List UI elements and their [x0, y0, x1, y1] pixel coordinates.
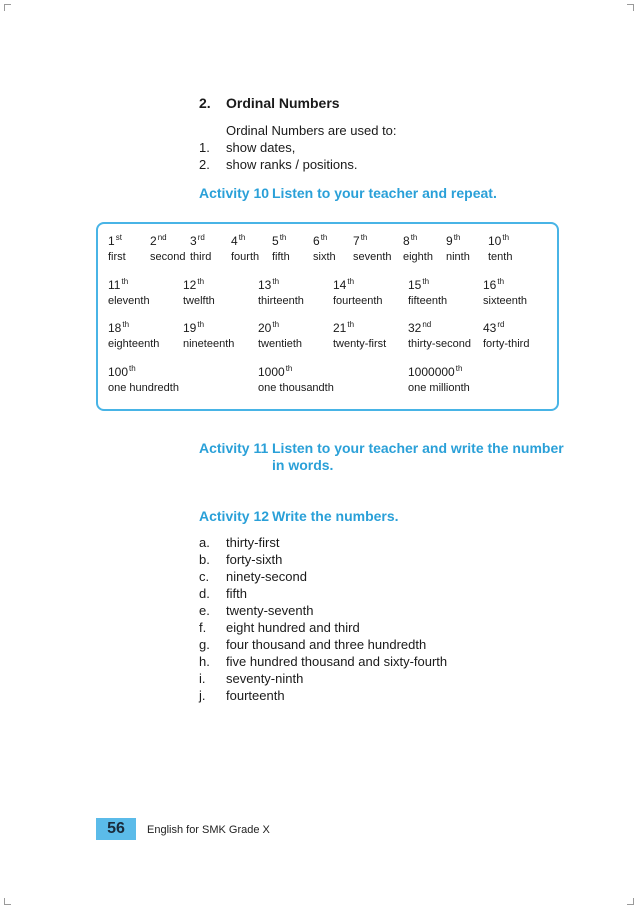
ordinal-suffix: rd: [497, 320, 505, 329]
ordinal-word: second: [150, 251, 186, 263]
ordinal-suffix: th: [502, 233, 510, 242]
ordinal-entry: [190, 233, 212, 263]
ordinal-word: eighteenth: [108, 338, 160, 350]
exercise-item-label: h.: [199, 654, 210, 669]
ordinal-word: fourteenth: [333, 295, 383, 307]
ordinal-word: thirteenth: [258, 295, 304, 307]
ordinal-number: 12: [183, 278, 197, 292]
exercise-item-label: g.: [199, 637, 210, 652]
ordinal-entry: [483, 277, 528, 307]
ordinal-suffix: nd: [157, 233, 167, 242]
activity-instruction: Listen to your teacher and repeat.: [272, 185, 497, 201]
ordinal-entry: [231, 233, 260, 263]
ordinal-number: 2: [150, 234, 157, 248]
ordinal-suffix: th: [121, 277, 129, 286]
ordinal-entry: [258, 364, 334, 394]
ordinal-word: nineteenth: [183, 338, 235, 350]
ordinal-number: 7: [353, 234, 360, 248]
ordinal-number: 8: [403, 234, 410, 248]
ordinal-entry: [333, 320, 387, 350]
ordinal-word: one millionth: [408, 382, 470, 394]
ordinal-suffix: rd: [197, 233, 205, 242]
intro-lead: Ordinal Numbers are used to:: [226, 123, 397, 138]
ordinal-word: third: [190, 251, 212, 263]
ordinal-word: twenty-first: [333, 338, 387, 350]
ordinal-entry: [313, 233, 336, 263]
ordinal-number: 43: [483, 321, 497, 335]
ordinal-word: fourth: [231, 251, 260, 263]
ordinal-word: one hundredth: [108, 382, 179, 394]
ordinal-entry: [403, 233, 433, 263]
ordinal-number: 21: [333, 321, 347, 335]
crop-mark-top-right: [627, 4, 634, 11]
exercise-item-text: forty-sixth: [226, 552, 283, 567]
ordinal-entry: [258, 277, 304, 307]
ordinal-word: tenth: [488, 251, 513, 263]
ordinal-entry: [408, 364, 470, 394]
ordinal-suffix: th: [279, 233, 287, 242]
activity-instruction-line1: Listen to your teacher and write the number: [272, 440, 564, 456]
ordinal-entry: [108, 233, 126, 263]
ordinal-number: 14: [333, 278, 347, 292]
activity-label: Activity 10: [199, 185, 270, 201]
section-title: Ordinal Numbers: [226, 95, 340, 111]
exercise-item-text: thirty-first: [226, 535, 280, 550]
ordinal-number: 13: [258, 278, 272, 292]
exercise-item-text: fourteenth: [226, 688, 285, 703]
ordinal-suffix: th: [272, 277, 280, 286]
ordinal-number: 9: [446, 234, 453, 248]
ordinal-entry: [108, 364, 179, 394]
ordinal-number: 1: [108, 234, 115, 248]
exercise-item-text: five hundred thousand and sixty-fourth: [226, 654, 448, 669]
ordinal-number: 3: [190, 234, 197, 248]
exercise-item-text: twenty-seventh: [226, 603, 314, 618]
ordinal-suffix: th: [129, 364, 136, 373]
ordinal-entry: [108, 277, 150, 307]
book-title: English for SMK Grade X: [147, 824, 270, 836]
ordinal-suffix: th: [347, 277, 355, 286]
ordinal-word: first: [108, 251, 126, 263]
ordinal-word: one thousandth: [258, 382, 334, 394]
ordinal-entry: [333, 277, 383, 307]
section-number: 2.: [199, 95, 211, 111]
exercise-item-label: f.: [199, 620, 207, 635]
ordinal-suffix: th: [122, 320, 130, 329]
ordinal-word: forty-third: [483, 338, 530, 350]
ordinal-word: fifteenth: [408, 295, 448, 307]
exercise-item-label: b.: [199, 552, 210, 567]
ordinal-suffix: th: [455, 364, 463, 373]
crop-mark-top-left: [4, 4, 11, 11]
ordinal-suffix: nd: [422, 320, 432, 329]
exercise-item-text: ninety-second: [226, 569, 307, 584]
crop-mark-bottom-left: [4, 898, 11, 905]
activity-label: Activity 11: [199, 440, 269, 456]
exercise-item-label: d.: [199, 586, 210, 601]
section-heading: [199, 95, 340, 111]
exercise-item-label: e.: [199, 603, 210, 618]
ordinal-suffix: th: [238, 233, 246, 242]
ordinal-number: 32: [408, 321, 422, 335]
intro-item-label: 1.: [199, 140, 210, 155]
ordinal-entry: [108, 320, 160, 350]
ordinal-entry: [488, 233, 513, 263]
ordinal-word: sixth: [313, 251, 336, 263]
ordinal-entry: [408, 320, 471, 350]
ordinal-number: 1000: [258, 365, 285, 379]
ordinal-word: sixteenth: [483, 295, 528, 307]
ordinal-suffix: th: [197, 320, 205, 329]
exercise-item-text: four thousand and three hundredth: [226, 637, 427, 652]
ordinal-entry: [150, 233, 186, 263]
exercise-item-text: fifth: [226, 586, 247, 601]
intro-item-label: 2.: [199, 157, 210, 172]
ordinal-number: 18: [108, 321, 122, 335]
activity-label: Activity 12: [199, 508, 270, 524]
activity-instruction: [272, 440, 564, 474]
ordinal-suffix: st: [115, 233, 122, 242]
ordinal-suffix: th: [360, 233, 368, 242]
ordinal-number: 100: [108, 365, 129, 379]
ordinal-word: ninth: [446, 251, 470, 263]
ordinal-entry: [183, 277, 215, 307]
ordinal-suffix: th: [497, 277, 505, 286]
intro-item-text: show ranks / positions.: [226, 157, 358, 172]
ordinal-number: 20: [258, 321, 272, 335]
ordinal-numbers-box: [96, 222, 559, 411]
ordinal-number: 19: [183, 321, 197, 335]
ordinal-suffix: th: [197, 277, 205, 286]
ordinal-suffix: th: [453, 233, 461, 242]
activity-instruction-line2: in words.: [272, 457, 334, 473]
intro-item-text: show dates,: [226, 140, 296, 155]
ordinal-word: twelfth: [183, 295, 215, 307]
ordinal-number: 11: [108, 278, 121, 292]
ordinal-entry: [272, 233, 290, 263]
ordinal-entry: [446, 233, 470, 263]
page-number-badge: 56: [96, 818, 136, 840]
exercise-item-text: eight hundred and third: [226, 620, 360, 635]
ordinal-number: 4: [231, 234, 238, 248]
ordinal-suffix: th: [285, 364, 293, 373]
ordinal-entry: [353, 233, 392, 263]
ordinal-number: 6: [313, 234, 320, 248]
crop-mark-bottom-right: [627, 898, 634, 905]
ordinal-word: eleventh: [108, 295, 150, 307]
ordinal-number: 5: [272, 234, 279, 248]
ordinal-suffix: th: [347, 320, 355, 329]
exercise-item-label: c.: [199, 569, 210, 584]
exercise-item-label: j.: [199, 688, 206, 703]
ordinal-entry: [408, 277, 448, 307]
ordinal-entry: [483, 320, 530, 350]
ordinal-number: 10: [488, 234, 502, 248]
ordinal-suffix: th: [422, 277, 430, 286]
exercise-item-label: i.: [199, 671, 206, 686]
ordinal-number: 15: [408, 278, 422, 292]
exercise-item-text: seventy-ninth: [226, 671, 304, 686]
ordinal-word: thirty-second: [408, 338, 471, 350]
ordinal-entry: [258, 320, 303, 350]
ordinal-number: 1000000: [408, 365, 455, 379]
ordinal-word: eighth: [403, 251, 433, 263]
ordinal-word: fifth: [272, 251, 290, 263]
ordinal-entry: [183, 320, 235, 350]
ordinal-suffix: th: [320, 233, 328, 242]
ordinal-suffix: th: [272, 320, 280, 329]
ordinal-word: twentieth: [258, 338, 303, 350]
ordinal-word: seventh: [353, 251, 392, 263]
activity-instruction: Write the numbers.: [272, 508, 399, 524]
ordinal-number: 16: [483, 278, 497, 292]
ordinal-suffix: th: [410, 233, 418, 242]
exercise-item-label: a.: [199, 535, 210, 550]
